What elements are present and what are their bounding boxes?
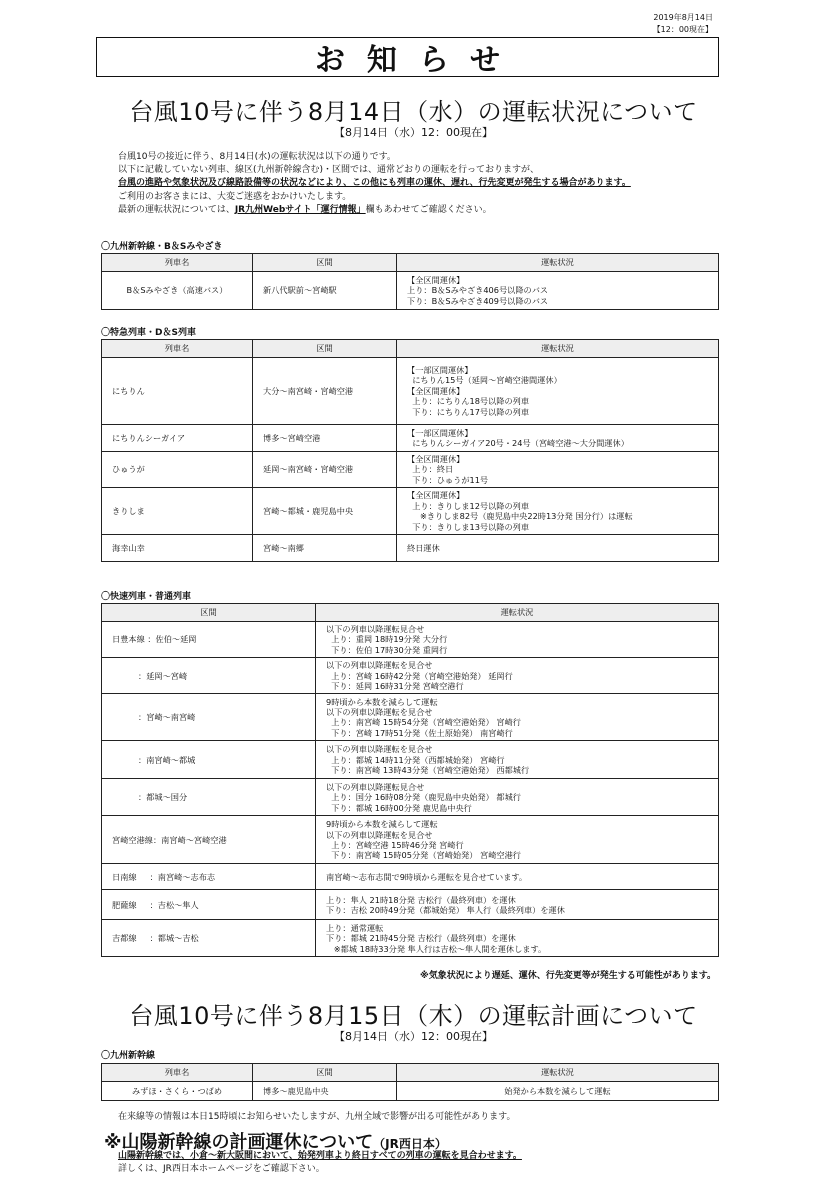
table-row	[102, 864, 719, 890]
section-title-limited-express: 〇特急列車・D＆S列車	[101, 328, 196, 338]
cell-section: 延岡～南宮崎・宮崎空港	[253, 452, 397, 488]
cell-section: 新八代駅前～宮崎駅	[253, 272, 397, 310]
intro-warning-line: 台風の進路や気象状況及び線路設備等の状況などにより、この他にも列車の運休、遅れ、行先変更が発生する場合があります。	[118, 178, 631, 189]
notice-title-box	[96, 37, 719, 77]
table-row	[102, 535, 719, 562]
header-train-name: 列車名	[102, 254, 253, 272]
cell-status: 【一部区間運休】 にちりんシーガイア20号・24号（宮崎空港～大分間運休）	[397, 425, 719, 452]
cell-section: 日豊本線 ：佐伯～延岡	[102, 622, 316, 658]
sanyo-line-1: 山陽新幹線では、小倉～新大阪間において、始発列車より終日すべての列車の運転を見合わせます。	[118, 1151, 522, 1161]
table-row	[102, 425, 719, 452]
header-section: 区間	[253, 1064, 397, 1082]
sanyo-paragraph	[118, 1150, 522, 1176]
header-section: 区間	[102, 604, 316, 622]
cell-train-name: B＆Sみやざき（高速バス）	[102, 272, 253, 310]
as-of-text: 【12：00現在】	[652, 25, 713, 34]
table-row	[102, 694, 719, 741]
date-text: 2019年8月14日	[653, 13, 713, 22]
cell-section: 博多～宮崎空港	[253, 425, 397, 452]
weather-warning: ※気象状況により遅延、運休、行先変更等が発生する可能性があります。	[419, 971, 716, 981]
cell-status: 南宮崎～志布志間で9時頃から運転を見合せています。	[316, 864, 719, 890]
header-train-name: 列車名	[102, 1064, 253, 1082]
header-status: 運転状況	[397, 1064, 719, 1082]
cell-train-name: 海幸山幸	[102, 535, 253, 562]
section-title-rapid-local: 〇快速列車・普通列車	[101, 592, 192, 602]
cell-status: 【全区間運休】 上り：終日 下り：ひゅうが11号	[397, 452, 719, 488]
cell-status: 終日運休	[397, 535, 719, 562]
sanyo-line-2: 詳しくは、JR西日本ホームページをご確認下さい。	[118, 1164, 325, 1174]
cell-train-name: ひゅうが	[102, 452, 253, 488]
intro-line-5-a: 最新の運転状況については、	[118, 204, 235, 215]
title-aug14: 台風10号に伴う8月14日（水）の運転状況について	[129, 98, 698, 126]
header-train-name: 列車名	[102, 340, 253, 358]
cell-status: 【一部区間運休】 にちりん15号（延岡～宮崎空港間運休） 【全区間運休】 上り：にちりん18号以降の列車 下り：にちりん17号以降の列車	[397, 358, 719, 425]
cell-section: 宮崎～南郷	[253, 535, 397, 562]
cell-section: 吉都線 ：都城～吉松	[102, 920, 316, 957]
table-row	[102, 272, 719, 310]
table-row	[102, 488, 719, 535]
header-section: 区間	[253, 340, 397, 358]
cell-status: 9時頃から本数を減らして運転 以下の列車以降運転を見合せ 上り：南宮崎 15時54分発（宮崎空港始発） 宮崎行 下り：宮崎 17時51分発（佐土原始発） 南宮崎行	[316, 694, 719, 741]
cell-section: 博多～鹿児島中央	[253, 1082, 397, 1101]
table-header-row	[102, 1064, 719, 1082]
table-row	[102, 741, 719, 779]
title-aug15: 台風10号に伴う8月15日（木）の運転計画について	[129, 1002, 698, 1030]
table-row	[102, 452, 719, 488]
subtitle-aug15: 【8月14日（水）12：00現在】	[334, 1030, 493, 1043]
section-title-kyushu-shinkansen: 〇九州新幹線	[101, 1051, 156, 1061]
header-status: 運転状況	[397, 340, 719, 358]
table-row	[102, 779, 719, 816]
cell-section: ：都城～国分	[102, 779, 316, 816]
table-kyushu-shinkansen	[101, 1063, 719, 1101]
intro-line-1: 台風10号の接近に伴う、8月14日(水)の運転状況は以下の通りです。	[118, 152, 396, 162]
cell-status: 上り：隼人 21時18分発 吉松行（最終列車）を運休 下り：吉松 20時49分発（都城始発） 隼人行（最終列車）を運休	[316, 890, 719, 920]
header-status: 運転状況	[397, 254, 719, 272]
cell-section: ：南宮崎～都城	[102, 741, 316, 779]
cell-status: 上り：通常運転 下り：都城 21時45分発 吉松行（最終列車）を運休 ※都城 18時33分発 隼人行は吉松～隼人間を運休します。	[316, 920, 719, 957]
cell-status: 【全区間運休】 上り：きりしま12号以降の列車 ※きりしま82号（鹿児島中央22時13分発 国分行）は運転 下り：きりしま13号以降の列車	[397, 488, 719, 535]
conventional-lines-note: 在来線等の情報は本日15時頃にお知らせいたしますが、九州全域で影響が出る可能性があります。	[118, 1112, 516, 1122]
intro-paragraph	[118, 151, 631, 217]
cell-section: 大分～南宮崎・宮崎空港	[253, 358, 397, 425]
intro-line-5-c: 欄もあわせてご確認ください。	[365, 204, 492, 215]
cell-train-name: みずほ・さくら・つばめ	[102, 1082, 253, 1101]
table-header-row	[102, 254, 719, 272]
header-status: 運転状況	[316, 604, 719, 622]
subtitle-aug14: 【8月14日（水）12：00現在】	[334, 126, 493, 139]
table-limited-express	[101, 339, 719, 562]
cell-train-name: にちりんシーガイア	[102, 425, 253, 452]
sanyo-title-small: （JR西日本）	[373, 1137, 447, 1151]
cell-status: 【全区間運休】 上り：B＆Sみやざき406号以降のバス 下り：B＆Sみやざき409号以降のバス	[397, 272, 719, 310]
table-rapid-local	[101, 603, 719, 957]
cell-status: 以下の列車以降運転を見合せ 上り：宮崎 16時42分発（宮崎空港始発） 延岡行 下り：延岡 16時31分発 宮崎空港行	[316, 658, 719, 694]
cell-status: 始発から本数を減らして運転	[397, 1082, 719, 1101]
cell-section: ：宮崎～南宮崎	[102, 694, 316, 741]
jr-kyushu-web-link[interactable]: JR九州Webサイト「運行情報」	[234, 204, 366, 215]
table-row	[102, 816, 719, 864]
section-title-shinkansen-bs: 〇九州新幹線・B＆Sみやざき	[101, 242, 223, 252]
table-header-row	[102, 340, 719, 358]
cell-section: ：延岡～宮崎	[102, 658, 316, 694]
sanyo-title-main: ※山陽新幹線の計画運休について	[104, 1132, 374, 1153]
cell-status: 以下の列車以降運転見合せ 上り：重岡 18時19分発 大分行 下り：佐伯 17時30分発 重岡行	[316, 622, 719, 658]
header-section: 区間	[253, 254, 397, 272]
table-row	[102, 658, 719, 694]
cell-status: 9時頃から本数を減らして運転 以下の列車以降運転を見合せ 上り：宮崎空港 15時46分発 宮崎行 下り：南宮崎 15時05分発（宮崎始発） 宮崎空港行	[316, 816, 719, 864]
cell-section: 肥薩線 ：吉松～隼人	[102, 890, 316, 920]
table-row	[102, 890, 719, 920]
table-row	[102, 622, 719, 658]
cell-section: 宮崎空港線：南宮崎～宮崎空港	[102, 816, 316, 864]
cell-train-name: きりしま	[102, 488, 253, 535]
cell-section: 日南線 ：南宮崎～志布志	[102, 864, 316, 890]
table-row	[102, 1082, 719, 1101]
cell-section: 宮崎～都城・鹿児島中央	[253, 488, 397, 535]
intro-line-4: ご利用のお客さまには、大変ご迷惑をおかけいたします。	[118, 191, 352, 202]
intro-line-2: 以下に記載していない列車、線区(九州新幹線含む)・区間では、通常どおりの運転を行っておりますが、	[118, 165, 540, 176]
notice-title: お知らせ	[314, 43, 523, 78]
cell-train-name: にちりん	[102, 358, 253, 425]
table-row	[102, 358, 719, 425]
table-shinkansen-bs	[101, 253, 719, 310]
table-header-row	[102, 604, 719, 622]
table-row	[102, 920, 719, 957]
date-block	[653, 12, 713, 36]
cell-status: 以下の列車以降運転を見合せ 上り：都城 14時11分発（西都城始発） 宮崎行 下り：南宮崎 13時43分発（宮崎空港始発） 西都城行	[316, 741, 719, 779]
intro-line-5	[118, 204, 631, 217]
cell-status: 以下の列車以降運転見合せ 上り：国分 16時08分発（鹿児島中央始発） 都城行 下り：都城 16時00分発 鹿児島中央行	[316, 779, 719, 816]
